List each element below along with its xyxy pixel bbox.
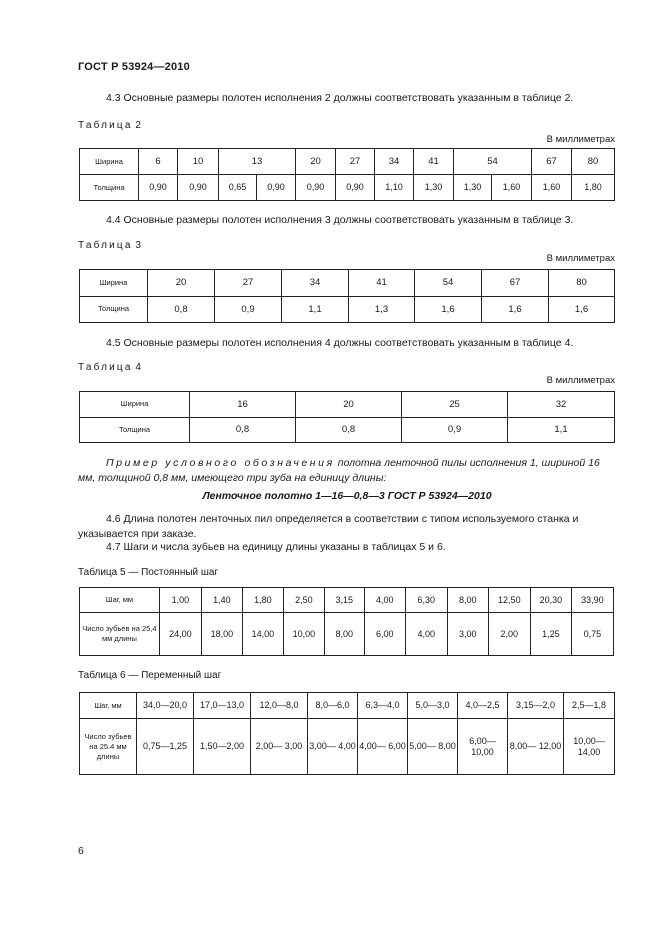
- table-cell: 1,40: [201, 588, 242, 613]
- table-cell: 3,15: [324, 588, 364, 613]
- table-cell: 33,90: [571, 588, 613, 613]
- table-cell: 12,0—8,0: [251, 693, 308, 719]
- table-cell: 0,90: [139, 175, 178, 201]
- table-cell: 1,1: [282, 296, 349, 323]
- table-cell: 1,6: [415, 296, 482, 323]
- table-cell: 5,00— 8,00: [408, 719, 458, 775]
- table-cell: 1,30: [454, 175, 492, 201]
- table-4-caption-number: 4: [135, 362, 141, 373]
- paragraph-4-5: 4.5 Основные размеры полотен исполнения 4 должны соответствовать указанным в таблице 4.: [106, 337, 574, 349]
- table-cell: 2,00: [488, 613, 530, 656]
- standard-header: ГОСТ Р 53924—2010: [78, 61, 190, 73]
- designation-example: [78, 456, 616, 486]
- table-3-width-label: Ширина: [80, 270, 148, 297]
- table-cell: 16: [190, 392, 296, 418]
- table-cell: 1,80: [242, 588, 283, 613]
- table-cell: 67: [482, 270, 549, 297]
- table-cell: 54: [454, 149, 532, 175]
- table-2-row-width: [80, 149, 615, 175]
- table-3-caption: [78, 240, 141, 251]
- table-3-unit: В миллиметрах: [546, 253, 615, 264]
- table-2-width-label: Ширина: [80, 149, 139, 175]
- paragraph-4-7: 4.7 Шаги и числа зубьев на единицу длины указаны в таблицах 5 и 6.: [106, 541, 446, 553]
- table-cell: 4,00: [405, 613, 447, 656]
- table-cell: 0,75—1,25: [137, 719, 194, 775]
- table-cell: 41: [414, 149, 454, 175]
- table-4-caption-word: Таблица: [78, 362, 133, 373]
- table-5-row-step: [80, 588, 614, 613]
- table-3-row-width: [80, 270, 615, 297]
- table-5: [79, 587, 614, 656]
- table-cell: 12,50: [488, 588, 530, 613]
- table-cell: 10,00— 14,00: [564, 719, 615, 775]
- table-4-row-thickness: [80, 417, 615, 443]
- table-cell: 0,8: [148, 296, 215, 323]
- table-2-unit: В миллиметрах: [546, 134, 615, 145]
- table-cell: 0,8: [190, 417, 296, 443]
- example-lead: Пример условного обозначения: [106, 457, 335, 469]
- table-cell: 0,75: [571, 613, 613, 656]
- table-cell: 3,00: [447, 613, 488, 656]
- table-cell: 8,00— 12,00: [508, 719, 564, 775]
- table-cell: 4,00— 6,00: [358, 719, 408, 775]
- table-4-thickness-label: Толщина: [80, 417, 190, 443]
- table-cell: 18,00: [201, 613, 242, 656]
- table-cell: 54: [415, 270, 482, 297]
- table-cell: 34: [375, 149, 414, 175]
- table-cell: 17,0—13,0: [194, 693, 251, 719]
- table-cell: 20: [296, 392, 402, 418]
- table-cell: 2,50: [283, 588, 324, 613]
- table-cell: 0,90: [336, 175, 375, 201]
- table-cell: 0,90: [178, 175, 219, 201]
- table-cell: 3,15—2,0: [508, 693, 564, 719]
- table-3-row-thickness: [80, 296, 615, 323]
- table-cell: 6,30: [405, 588, 447, 613]
- table-cell: 13: [219, 149, 296, 175]
- table-cell: 1,80: [572, 175, 615, 201]
- table-cell: 14,00: [242, 613, 283, 656]
- table-cell: 67: [532, 149, 572, 175]
- table-3-caption-number: 3: [135, 240, 141, 251]
- table-3-thickness-label: Толщина: [80, 296, 148, 323]
- table-cell: 27: [215, 270, 282, 297]
- table-cell: 1,00: [159, 588, 201, 613]
- table-5-row-teeth: [80, 613, 614, 656]
- table-cell: 6,00: [364, 613, 405, 656]
- table-6: [79, 692, 615, 775]
- table-cell: 1,6: [482, 296, 549, 323]
- table-cell: 6,3—4,0: [358, 693, 408, 719]
- table-cell: 4,0—2,5: [458, 693, 508, 719]
- example-text: полотна ленточной пилы исполнения 1, шириной 16 мм, толщиной 0,8 мм, имеющего три зуба на единицу длины:: [78, 457, 600, 484]
- table-5-step-label: Шаг, мм: [80, 588, 160, 613]
- table-cell: 20,30: [530, 588, 571, 613]
- table-cell: 20: [296, 149, 336, 175]
- table-2-caption-number: 2: [135, 120, 141, 131]
- table-cell: 1,30: [414, 175, 454, 201]
- table-cell: 1,10: [375, 175, 414, 201]
- table-6-caption: Таблица 6 — Переменный шаг: [78, 670, 222, 681]
- table-cell: 1,60: [532, 175, 572, 201]
- table-3-caption-word: Таблица: [78, 240, 133, 251]
- table-cell: 2,5—1,8: [564, 693, 615, 719]
- table-cell: 0,9: [215, 296, 282, 323]
- table-cell: 10,00: [283, 613, 324, 656]
- table-cell: 25: [402, 392, 508, 418]
- table-cell: 80: [549, 270, 615, 297]
- table-5-teeth-label: Число зубьев на 25,4 мм длины: [80, 613, 160, 656]
- table-6-row-step: [80, 693, 615, 719]
- table-cell: 1,1: [508, 417, 615, 443]
- table-cell: 6: [139, 149, 178, 175]
- table-cell: 8,00: [324, 613, 364, 656]
- table-cell: 1,3: [349, 296, 415, 323]
- table-cell: 0,90: [296, 175, 336, 201]
- table-cell: 10: [178, 149, 219, 175]
- table-cell: 20: [148, 270, 215, 297]
- table-4-unit: В миллиметрах: [546, 375, 615, 386]
- table-cell: 0,9: [402, 417, 508, 443]
- table-2-caption: [78, 120, 141, 131]
- table-4-caption: [78, 362, 141, 373]
- page-number: 6: [78, 845, 84, 857]
- paragraph-4-3: 4.3 Основные размеры полотен исполнения 2 должны соответствовать указанным в таблице 2.: [106, 92, 574, 104]
- table-2-thickness-label: Толщина: [80, 175, 139, 201]
- table-cell: 24,00: [159, 613, 201, 656]
- table-4: [79, 391, 615, 443]
- table-6-step-label: Шаг, мм: [80, 693, 137, 719]
- table-cell: 5,0—3,0: [408, 693, 458, 719]
- table-3: [79, 269, 615, 323]
- table-cell: 1,60: [492, 175, 532, 201]
- table-cell: 27: [336, 149, 375, 175]
- table-6-row-teeth: [80, 719, 615, 775]
- table-cell: 3,00— 4,00: [308, 719, 358, 775]
- paragraph-4-6: 4.6 Длина полотен ленточных пил определяется в соответствии с типом используемого станка и указывается при заказе.: [78, 513, 579, 540]
- table-cell: 1,6: [549, 296, 615, 323]
- table-cell: 0,8: [296, 417, 402, 443]
- table-cell: 8,00: [447, 588, 488, 613]
- table-cell: 80: [572, 149, 615, 175]
- table-cell: 32: [508, 392, 615, 418]
- table-cell: 6,00— 10,00: [458, 719, 508, 775]
- table-4-width-label: Ширина: [80, 392, 190, 418]
- table-cell: 2,00— 3,00: [251, 719, 308, 775]
- table-cell: 4,00: [364, 588, 405, 613]
- table-cell: 1,50—2,00: [194, 719, 251, 775]
- table-6-teeth-label: Число зубьев на 25.4 мм длины: [80, 719, 137, 775]
- designation: Ленточное полотно 1—16—0,8—3 ГОСТ Р 53924—2010: [202, 490, 492, 502]
- table-5-caption: Таблица 5 — Постоянный шаг: [78, 567, 219, 578]
- table-2: [79, 148, 615, 201]
- table-cell: 34: [282, 270, 349, 297]
- table-cell: 41: [349, 270, 415, 297]
- table-cell: 0,90: [257, 175, 296, 201]
- table-2-row-thickness: [80, 175, 615, 201]
- table-cell: 8,0—6,0: [308, 693, 358, 719]
- table-cell: 1,25: [530, 613, 571, 656]
- paragraph-4-4: 4.4 Основные размеры полотен исполнения 3 должны соответствовать указанным в таблице 3.: [106, 214, 574, 226]
- table-cell: 34,0—20,0: [137, 693, 194, 719]
- table-cell: 0,65: [219, 175, 257, 201]
- table-2-caption-word: Таблица: [78, 120, 133, 131]
- table-4-row-width: [80, 392, 615, 418]
